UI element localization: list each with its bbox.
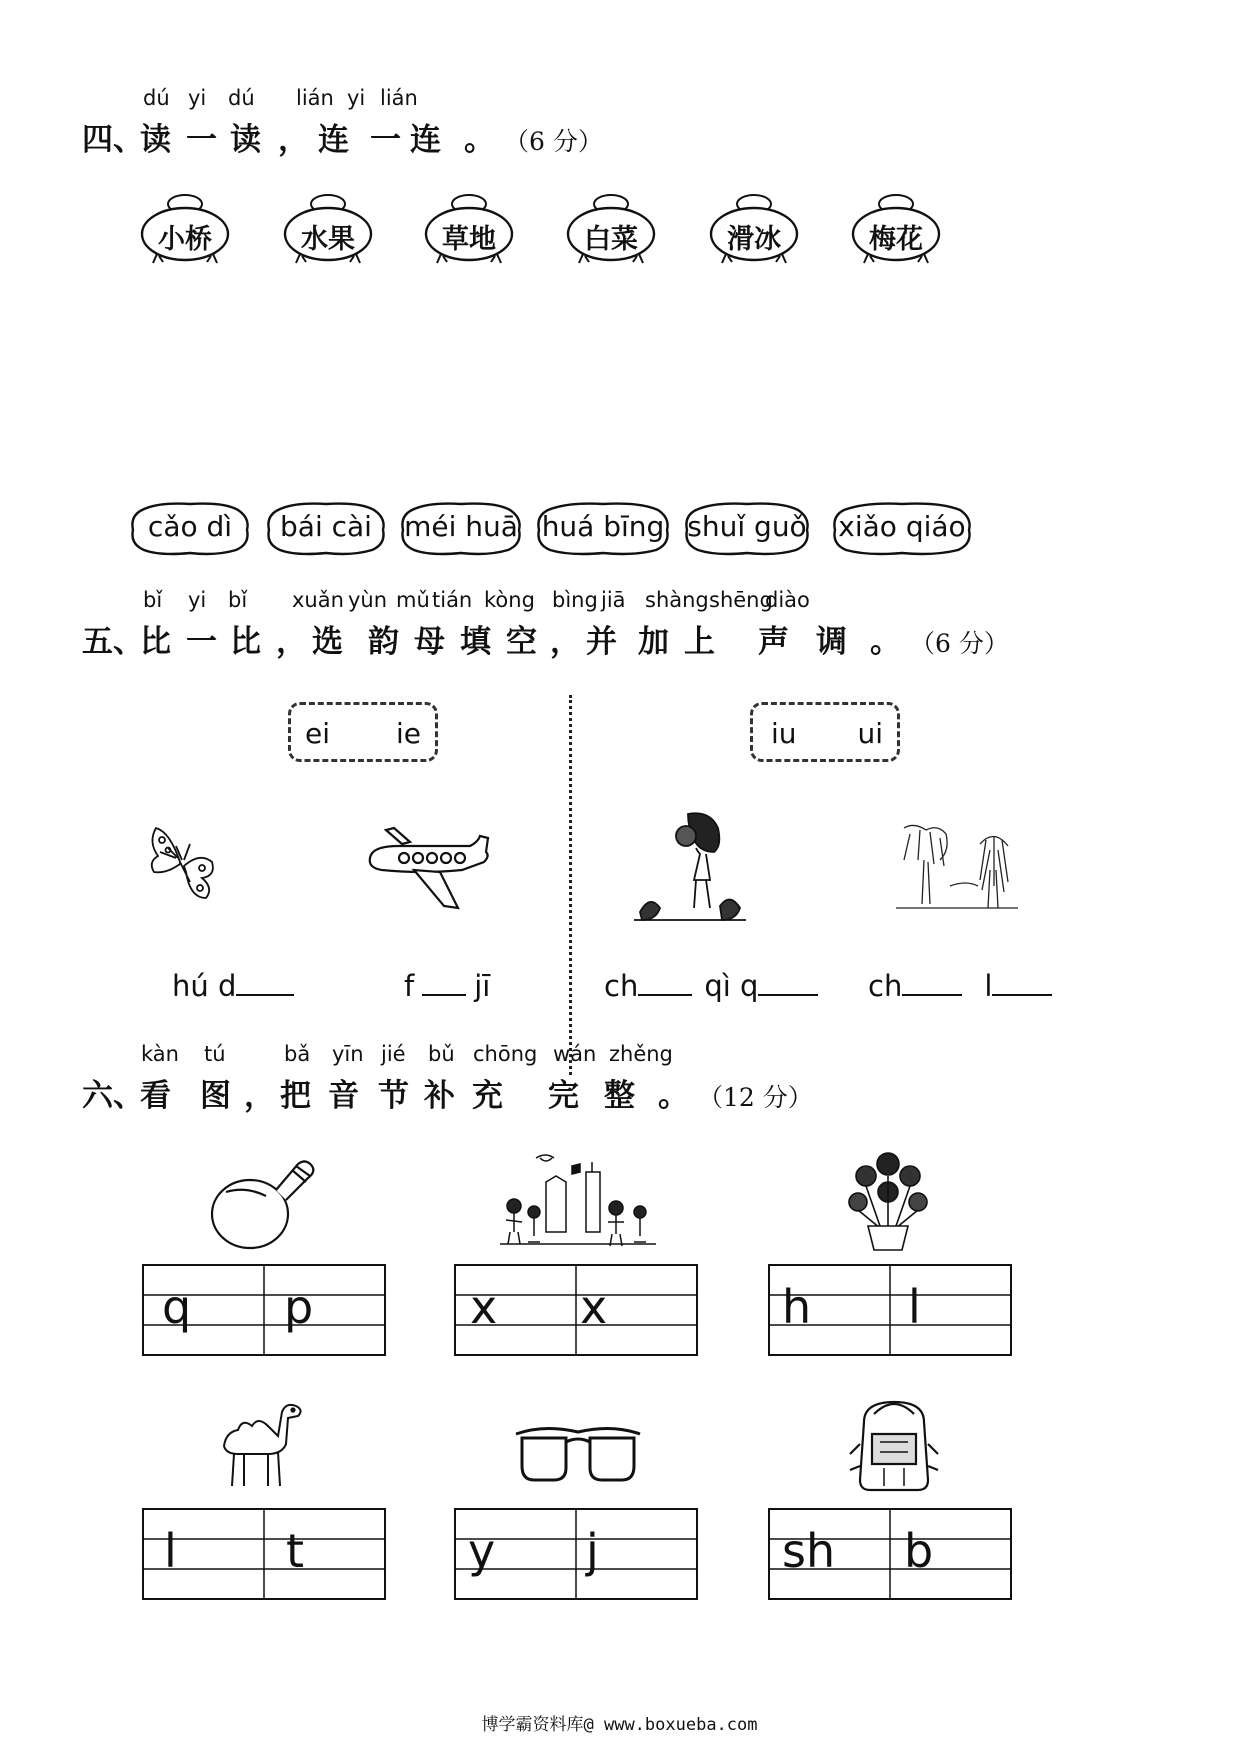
pinyin-syllable: bǔ: [428, 1042, 455, 1066]
pinyin-syllable: jié: [381, 1042, 406, 1066]
pinyin-du2: dú: [228, 86, 255, 110]
divider: [569, 695, 572, 1075]
pinyin-yi2: yi: [347, 86, 366, 110]
pinyin-writing-grid[interactable]: sh b: [768, 1508, 1012, 1600]
pinyin-lian2: lián: [380, 86, 418, 110]
pinyin-cloud[interactable]: bái cài: [264, 500, 388, 556]
section-5-heading: 五、比 一 比 ， 选 韵 母 填 空 ， 并 加 上 声 调 。 （6 分）: [82, 616, 1009, 661]
pinyin-syllable: shàng: [645, 588, 709, 612]
word-oval[interactable]: 水果: [282, 190, 374, 270]
camel-icon: [216, 1396, 308, 1488]
fill-blank-4: ch l: [868, 968, 1052, 1003]
flower-pot-icon: [836, 1146, 940, 1256]
girl-blowing-balloon-icon: [630, 808, 750, 928]
pinyin-syllable: chōng: [473, 1042, 538, 1066]
score: （6 分）: [910, 629, 1009, 658]
pinyin-syllable: bǐ: [143, 588, 163, 612]
pinyin-du1: dú: [143, 86, 170, 110]
word-oval[interactable]: 草地: [423, 190, 515, 270]
word-oval[interactable]: 梅花: [850, 190, 942, 270]
pinyin-writing-grid[interactable]: l t: [142, 1508, 386, 1600]
pinyin-syllable: zhěng: [609, 1042, 673, 1066]
section-number: 四、: [82, 122, 144, 158]
pinyin-syllable: wán: [553, 1042, 597, 1066]
score: （12 分）: [698, 1083, 813, 1112]
pinyin-writing-grid[interactable]: y j: [454, 1508, 698, 1600]
word-oval[interactable]: 白菜: [565, 190, 657, 270]
pinyin-syllable: yi: [188, 588, 207, 612]
pinyin-yi1: yi: [188, 86, 207, 110]
pinyin-syllable: kòng: [484, 588, 535, 612]
pinyin-syllable: yùn: [348, 588, 388, 612]
pinyin-syllable: bìng: [552, 588, 598, 612]
pinyin-syllable: bǐ: [228, 588, 248, 612]
children-in-park-icon: [496, 1152, 660, 1252]
section-number: 六、: [82, 1078, 144, 1114]
vowel-choice-box-left: ei ie: [288, 702, 438, 762]
pinyin-writing-grid[interactable]: x x: [454, 1264, 698, 1356]
pinyin-syllable: tú: [204, 1042, 226, 1066]
answer-blank[interactable]: [422, 968, 466, 996]
section-6-heading: 六、看 图 ， 把 音 节 补 充 完 整 。 （12 分）: [82, 1070, 813, 1115]
section-number: 五、: [82, 624, 144, 660]
school-backpack-icon: [844, 1394, 944, 1494]
pinyin-cloud[interactable]: méi huā: [398, 500, 524, 556]
butterfly-icon: [140, 822, 232, 906]
pinyin-cloud[interactable]: huá bīng: [534, 500, 672, 556]
pinyin-syllable: diào: [765, 588, 810, 612]
fill-blank-1: hú d: [172, 968, 294, 1003]
answer-blank[interactable]: [638, 968, 692, 996]
pinyin-syllable: shēng: [709, 588, 773, 612]
pinyin-writing-grid[interactable]: q p: [142, 1264, 386, 1356]
glasses-icon: [514, 1418, 642, 1488]
fill-blank-3: ch qì q: [604, 968, 818, 1003]
pinyin-syllable: mǔ: [396, 588, 430, 612]
pinyin-syllable: kàn: [141, 1042, 179, 1066]
answer-blank[interactable]: [236, 968, 294, 996]
fill-blank-2: f jī: [404, 969, 491, 1003]
willow-trees-icon: [890, 820, 1022, 912]
pinyin-cloud[interactable]: shuǐ guǒ: [682, 500, 812, 556]
pinyin-syllable: jiā: [601, 588, 626, 612]
answer-blank[interactable]: [758, 968, 818, 996]
pinyin-cloud[interactable]: cǎo dì: [128, 500, 252, 556]
word-oval[interactable]: 小桥: [139, 190, 231, 270]
ping-pong-paddle-icon: [206, 1156, 322, 1254]
vowel-choice-box-right: iu ui: [750, 702, 900, 762]
pinyin-syllable: yīn: [332, 1042, 364, 1066]
pinyin-syllable: tián: [432, 588, 473, 612]
pinyin-syllable: xuǎn: [292, 588, 344, 612]
pinyin-syllable: bǎ: [284, 1042, 311, 1066]
airplane-icon: [362, 822, 492, 914]
answer-blank[interactable]: [992, 968, 1052, 996]
answer-blank[interactable]: [902, 968, 962, 996]
section-4-heading: 四、读 一 读 ， 连 一 连 。 （6 分）: [82, 114, 603, 159]
footer-watermark: 博学霸资料库@ www.boxueba.com: [481, 1715, 758, 1735]
pinyin-writing-grid[interactable]: h l: [768, 1264, 1012, 1356]
pinyin-cloud[interactable]: xiǎo qiáo: [830, 500, 974, 556]
pinyin-lian1: lián: [296, 86, 334, 110]
score: （6 分）: [504, 127, 603, 156]
word-oval[interactable]: 滑冰: [708, 190, 800, 270]
